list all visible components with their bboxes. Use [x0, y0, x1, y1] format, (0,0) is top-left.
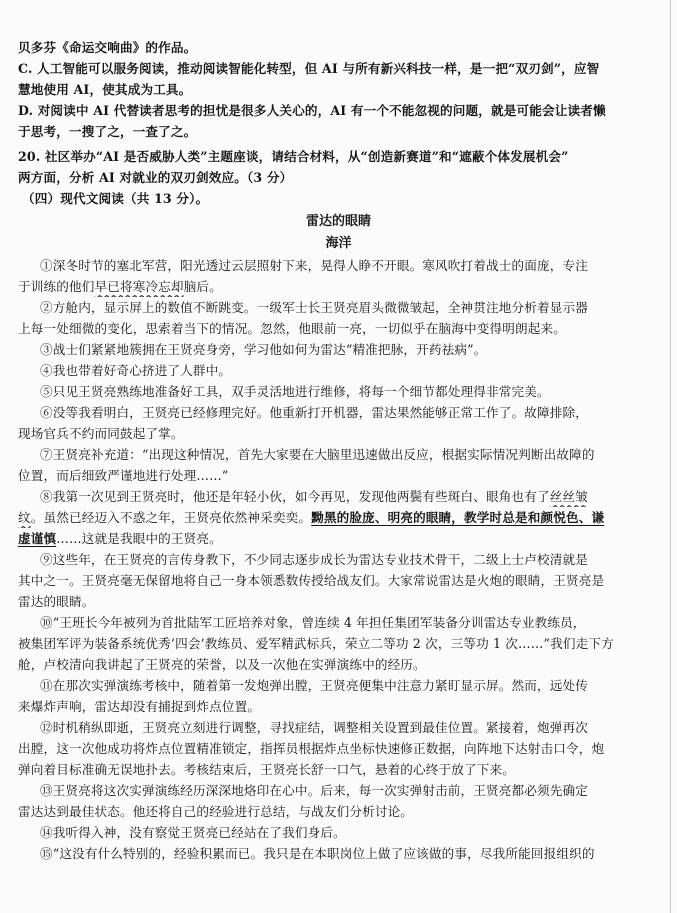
- paragraph-9-line-1: ⑨这些年，在王贤亮的言传身教下，不少同志逐步成长为雷达专业技术骨干，二级上士卢校清就是: [40, 552, 588, 567]
- paragraph-12-line-3: 弹向着目标准确无误地扑去。考核结束后，王贤亮长舒一口气，悬着的心终于放了下来。: [18, 762, 516, 777]
- paragraph-5: ⑤只见王贤亮熟练地准备好工具，双手灵活地进行维修，将每一个细节都处理得非常完美。: [40, 384, 550, 399]
- wavy-underlined-phrase: 丝丝皱: [549, 489, 588, 504]
- paragraph-9-line-3: 雷达的眼睛。: [18, 594, 95, 609]
- paragraph-13-line-2: 雷达达到最佳状态。他还将自己的经验进行总结，与战友们分析讨论。: [18, 804, 414, 819]
- paragraph-15-line-1: ⑮“这没有什么特别的，经验积累而已。我只是在本职岗位上做了应该做的事，尽我所能回报组织的: [40, 846, 595, 861]
- underlined-sentence: 黝黑的脸庞、明亮的眼睛，教学时总是和颜悦色、谦: [311, 510, 605, 525]
- wavy-underlined-phrase: 早已将寒冷忘却: [94, 279, 184, 294]
- option-d-line-1: D. 对阅读中 AI 代替读者思考的担忧是很多人关心的，AI 有一个不能忽视的问题，就是可能会让读者懒: [18, 103, 606, 118]
- paragraph-2-line-1: ②方舱内，显示屏上的数值不断跳变。一级军士长王贤亮眉头微微皱起，全神贯注地分析着显示器: [40, 300, 588, 315]
- paragraph-1-line-2: 于训练的他们早已将寒冷忘却脑后。: [18, 279, 222, 294]
- article-title: 雷达的眼睛: [305, 214, 371, 229]
- page-edge-line: [670, 0, 671, 913]
- question-20-line-1: 20. 社区举办“AI 是否威胁人类”主题座谈，请结合材料，从“创造新赛道”和“遮蔽个体发展机会”: [18, 149, 569, 164]
- paragraph-13-line-1: ⑬王贤亮将这次实弹演练经历深深地烙印在心中。后来，每一次实弹射击前，王贤亮都必须先确定: [40, 783, 588, 798]
- article-author: 海洋: [325, 236, 352, 251]
- paragraph-11-line-2: 来爆炸声响，雷达却没有捕捉到炸点位置。: [18, 699, 261, 714]
- paragraph-10-line-2: 被集团军评为装备系统优秀‘四会’教练员、爱军精武标兵，荣立二等功 2 次，三等功 1 次……”我们走下方: [18, 636, 614, 651]
- paragraph-7-line-2: 位置，而后细致严谨地进行处理……”: [18, 468, 229, 483]
- paragraph-10-line-3: 舱，卢校清向我讲起了王贤亮的荣誉，以及一次他在实弹演练中的经历。: [18, 657, 426, 672]
- section-heading: （四）现代文阅读（共 13 分）。: [22, 191, 209, 206]
- paragraph-11-line-1: ⑪在那次实弹演练考核中，随着第一发炮弹出膛，王贤亮便集中注意力紧盯显示屏。然而，远处传: [40, 678, 588, 693]
- paragraph-12-line-1: ⑫时机稍纵即逝，王贤亮立刻进行调整，寻找症结，调整相关设置到最佳位置。紧接着，炮弹再次: [40, 720, 588, 735]
- paragraph-6-line-1: ⑥没等我看明白，王贤亮已经修理完好。他重新打开机器，雷达果然能够正常工作了。故障排除，: [40, 405, 588, 420]
- underlined-sentence: 虚谨慎: [18, 531, 57, 546]
- paragraph-12-line-2: 出膛，这一次他成功将炸点位置精准锁定，指挥员根据炸点坐标快速修正数据，向阵地下达射击口令，炮: [18, 741, 605, 756]
- text-line: 贝多芬《命运交响曲》的作品。: [18, 40, 197, 55]
- paragraph-2-line-2: 上每一处细微的变化，思索着当下的情况。忽然，他眼前一亮，一切似乎在脑海中变得明朗起来。: [18, 321, 566, 336]
- paragraph-10-line-1: ⑩“王班长今年被列为首批陆军工匠培养对象，曾连续 4 年担任集团军装备分训雷达专业教练员，: [40, 615, 586, 630]
- paragraph-6-line-2: 现场官兵不约而同鼓起了掌。: [18, 426, 184, 441]
- paragraph-8-line-3: 虚谨慎……这就是我眼中的王贤亮。: [18, 531, 222, 546]
- paragraph-1-line-1: ①深冬时节的塞北军营，阳光透过云层照射下来，晃得人睁不开眼。寒风吹打着战士的面庞，专注: [40, 258, 588, 273]
- question-20-line-2: 两方面，分析 AI 对就业的双刃剑效应。（3 分）: [18, 170, 293, 185]
- option-d-line-2: 于思考，一搜了之，一查了之。: [18, 124, 197, 139]
- paragraph-3: ③战士们紧紧地簇拥在王贤亮身旁，学习他如何为雷达“精准把脉，开药祛病”。: [40, 342, 487, 357]
- option-c-line-1: C. 人工智能可以服务阅读，推动阅读智能化转型，但 AI 与所有新兴科技一样，是一把“双刃剑”，应智: [18, 61, 600, 76]
- option-c-line-2: 慧地使用 AI，使其成为工具。: [18, 82, 192, 97]
- paragraph-9-line-2: 其中之一。王贤亮毫无保留地将自己一身本领悉数传授给战友们。大家常说雷达是火炮的眼睛，王贤亮是: [18, 573, 605, 588]
- paragraph-14: ⑭我听得入神，没有察觉王贤亮已经站在了我们身后。: [40, 825, 346, 840]
- paragraph-8-line-1: ⑧我第一次见到王贤亮时，他还是年轻小伙，如今再见，发现他两鬓有些斑白、眼角也有了丝丝皱: [40, 489, 588, 504]
- wavy-underlined-phrase: 纹: [18, 510, 31, 525]
- paragraph-7-line-1: ⑦王贤亮补充道：“出现这种情况，首先大家要在大脑里迅速做出反应，根据实际情况判断出故障的: [40, 447, 595, 462]
- paragraph-8-line-2: 纹。虽然已经迈入不惑之年，王贤亮依然神采奕奕。黝黑的脸庞、明亮的眼睛，教学时总是和颜悦色、谦: [18, 510, 605, 525]
- paragraph-4: ④我也带着好奇心挤进了人群中。: [40, 363, 232, 378]
